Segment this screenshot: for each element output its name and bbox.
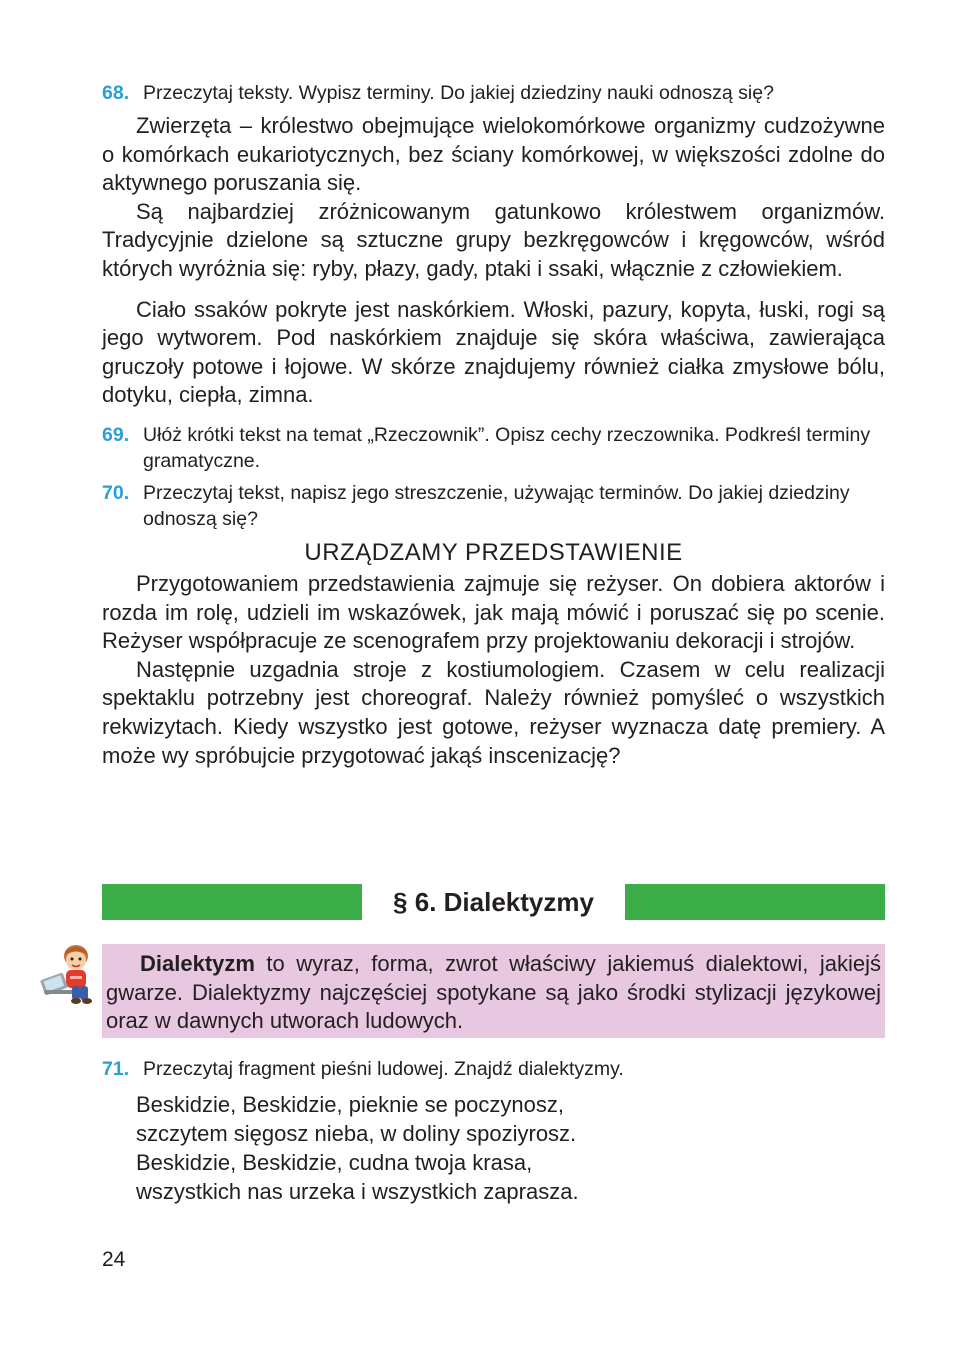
poem <box>136 1090 579 1206</box>
section-bar-right <box>625 884 885 920</box>
poem-line: wszystkich nas urzeka i wszystkich zaprasza. <box>136 1179 579 1204</box>
exercise-number: 70. <box>102 481 130 504</box>
exercise-number: 69. <box>102 423 130 446</box>
exercise-70 <box>102 480 885 532</box>
exercise-number: 68. <box>102 82 130 104</box>
definition-text: to wyraz, forma, zwrot właściwy jakiemuś dialektowi, jakiejś gwarze. Dialektyzmy najczęściej spotykane są jako środki stylizacji językowej oraz w dawnych utworach ludowych. <box>106 951 881 1034</box>
section-header <box>102 884 885 920</box>
exercise-68 <box>102 80 885 106</box>
paragraph: Są najbardziej zróżnicowanym gatunkowo królestwem organizmów. Tradycyjnie dzielone są sztuczne grupy bezkręgowców i kręgowców, wśród których wyróżnia się: ryby, płazy, gady, ptaki i ssaki, włącznie z człowiekiem. <box>102 198 885 281</box>
section-title: § 6. Dialektyzmy <box>393 886 594 917</box>
poem-line: Beskidzie, Beskidzie, cudna twoja krasa, <box>136 1150 533 1175</box>
exercise-instruction: Przeczytaj tekst, napisz jego streszczenie, używając terminów. Do jakiej dziedziny odnoszą się? <box>143 481 850 530</box>
paragraph: Zwierzęta – królestwo obejmujące wielokomórkowe organizmy cudzożywne o komórkach eukariotycznych, bez ściany komórkowej, w większości zdolne do aktywnego poruszania się. <box>102 113 885 196</box>
exercise-71 <box>102 1056 926 1082</box>
paragraph: Następnie uzgadnia stroje z kostiumologiem. Czasem w celu realizacji spektaklu potrzebny jest choreograf. Należy również pomyśleć o wszystkich rekwizytach. Kiedy wszystko jest gotowe, reżyser wyznacza datę premiery. A może wy spróbujcie przygotować jakąś inscenizację? <box>102 656 885 768</box>
exercise-instruction: Przeczytaj teksty. Wypisz terminy. Do jakiej dziedziny nauki odnoszą się? <box>143 82 774 104</box>
text-heading: URZĄDZAMY PRZEDSTAWIENIE <box>304 538 683 566</box>
poem-line: szczytem sięgosz nieba, w doliny spoziyrosz. <box>136 1121 577 1146</box>
exercise-number: 71. <box>102 1058 130 1080</box>
paragraph: Ciało ssaków pokryte jest naskórkiem. Włoski, pazury, kopyta, łuski, rogi są jego wytworem. Pod naskórkiem znajduje się skóra właściwa, zawierająca gruczoły potowe i łojowe. W skórze znajdujemy również ciałka zmysłowe bólu, dotyku, ciepła, zimna. <box>102 296 885 408</box>
definition-box <box>102 944 885 1038</box>
exercise-69 <box>102 422 885 474</box>
poem-line: Beskidzie, Beskidzie, pieknie se poczynosz, <box>136 1092 564 1117</box>
exercise-instruction: Ułóż krótki tekst na temat „Rzeczownik”. Opisz cechy rzeczownika. Podkreśl terminy gramatyczne. <box>143 423 871 472</box>
paragraph: Przygotowaniem przedstawienia zajmuje się reżyser. On dobiera aktorów i rozda im rolę, udzieli im wskazówek, jak mają mówić i poruszać się po scenie. Reżyser współpracuje ze scenografem przy projektowaniu dekoracji i strojów. <box>102 570 885 654</box>
section-bar-left <box>102 884 362 920</box>
page-number: 24 <box>102 1248 126 1271</box>
boy-with-laptop-icon <box>36 940 102 1006</box>
definition-term: Dialektyzm <box>140 951 255 976</box>
page-content <box>102 80 885 770</box>
exercise-instruction: Przeczytaj fragment pieśni ludowej. Znajdź dialektyzmy. <box>143 1058 624 1080</box>
